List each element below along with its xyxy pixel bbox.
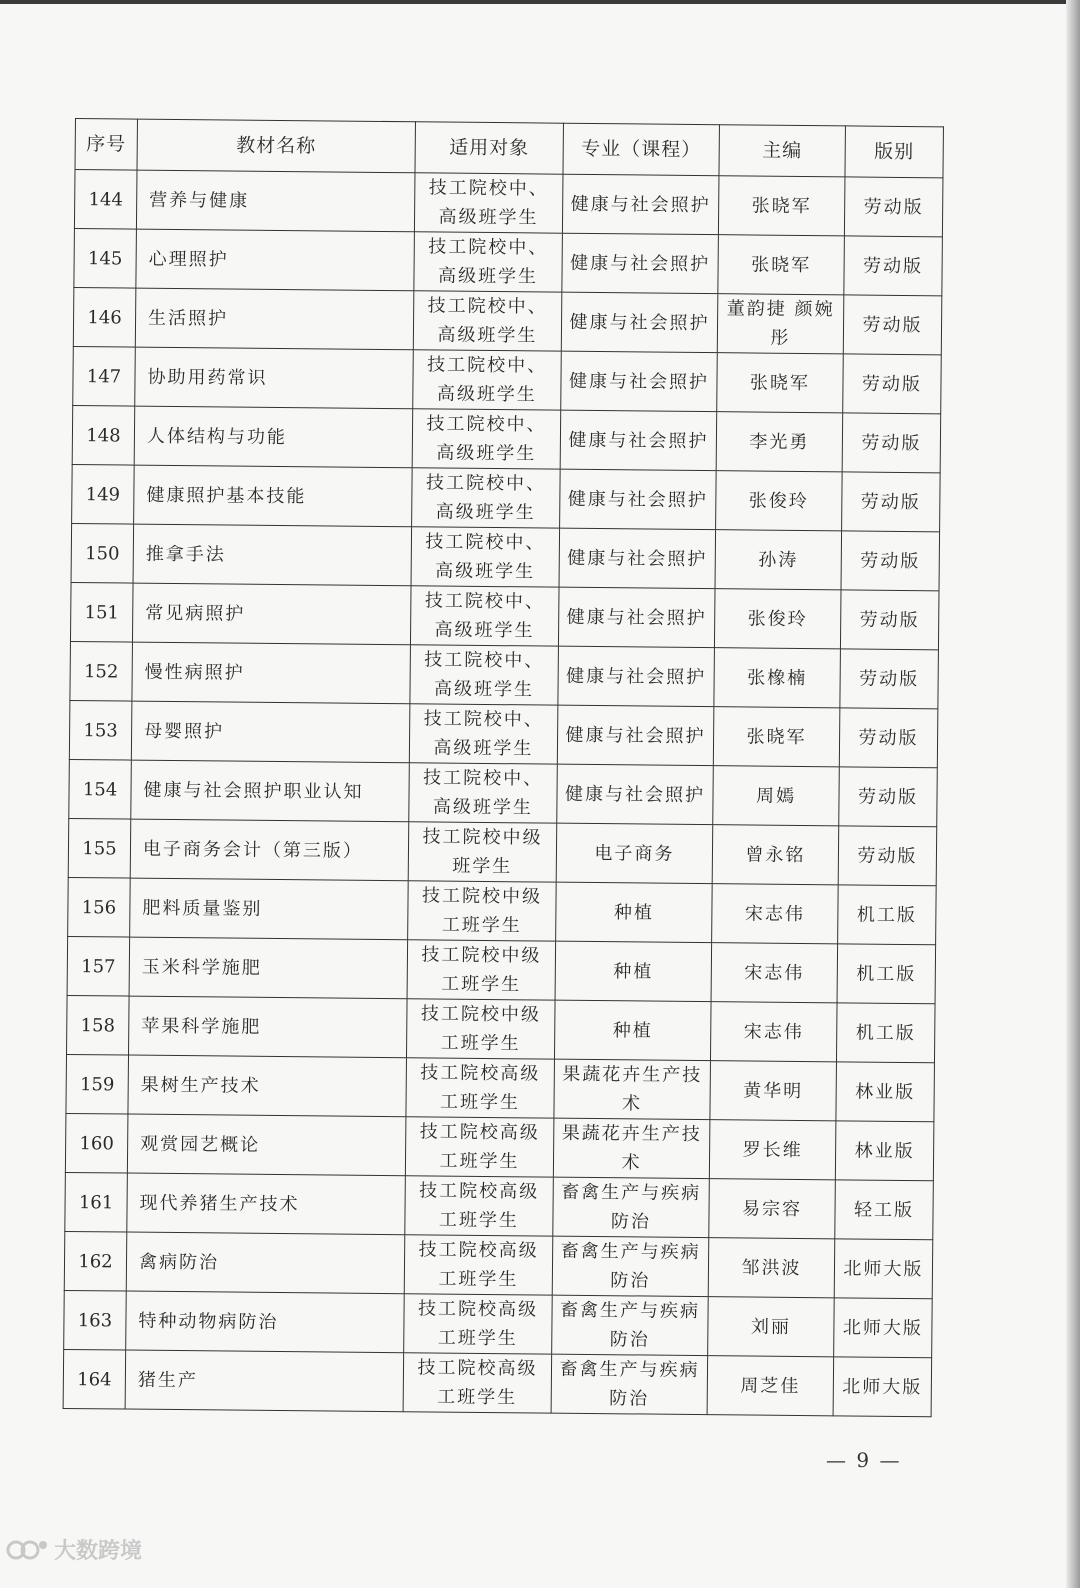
- header-edition: 版别: [845, 126, 943, 178]
- cell-major: 种植: [556, 882, 713, 942]
- cell-seq: 161: [65, 1172, 128, 1232]
- cell-edition: 劳动版: [839, 767, 938, 827]
- cell-target: 技工院校中级工班学生: [407, 940, 556, 1000]
- cell-name: 现代养猪生产技术: [127, 1173, 406, 1235]
- header-name: 教材名称: [137, 119, 415, 173]
- cell-editor: 张晓军: [718, 235, 845, 295]
- table-row: [71, 523, 940, 590]
- cell-name: 健康照护基本技能: [134, 465, 413, 527]
- cell-name: 生活照护: [135, 288, 414, 350]
- cell-edition: 劳动版: [844, 177, 943, 237]
- cell-editor: 张俊玲: [714, 589, 841, 649]
- cell-seq: 145: [74, 228, 137, 288]
- cell-target: 技工院校高级工班学生: [405, 1117, 554, 1177]
- cell-name: 观赏园艺概论: [127, 1114, 406, 1176]
- cell-seq: 154: [69, 759, 132, 819]
- header-target: 适用对象: [415, 122, 563, 174]
- cell-major: 种植: [555, 941, 712, 1001]
- cell-editor: 董韵捷 颜婉彤: [717, 294, 844, 354]
- cell-edition: 劳动版: [843, 354, 942, 414]
- cell-major: 健康与社会照护: [558, 587, 715, 647]
- cell-major: 健康与社会照护: [559, 528, 716, 588]
- cell-seq: 147: [73, 346, 136, 406]
- cell-edition: 机工版: [838, 885, 937, 945]
- cell-seq: 164: [63, 1349, 126, 1409]
- cell-major: 健康与社会照护: [561, 351, 718, 411]
- table-row: [65, 1172, 934, 1239]
- table-row: [67, 936, 936, 1003]
- cell-seq: 144: [74, 170, 137, 230]
- cell-editor: 宋志伟: [711, 943, 838, 1003]
- cell-name: 人体结构与功能: [134, 406, 413, 468]
- table-row: [70, 641, 939, 708]
- cell-major: 电子商务: [556, 823, 713, 883]
- cell-target: 技工院校高级工班学生: [404, 1235, 553, 1295]
- table-row: [65, 1113, 934, 1180]
- cell-editor: 张晓军: [713, 707, 840, 767]
- cell-edition: 机工版: [837, 944, 936, 1004]
- table-row: [64, 1231, 933, 1298]
- cell-seq: 151: [70, 582, 133, 642]
- cell-edition: 林业版: [835, 1121, 934, 1181]
- cell-name: 玉米科学施肥: [129, 937, 408, 999]
- cell-target: 技工院校中、高级班学生: [414, 232, 563, 292]
- cell-major: 果蔬花卉生产技术: [554, 1059, 711, 1119]
- cell-seq: 156: [68, 877, 131, 937]
- cell-edition: 劳动版: [844, 236, 943, 296]
- cell-edition: 劳动版: [841, 531, 940, 591]
- cell-edition: 北师大版: [833, 1357, 932, 1417]
- cell-name: 心理照护: [136, 229, 415, 291]
- cell-name: 肥料质量鉴别: [130, 878, 409, 940]
- cell-edition: 轻工版: [835, 1180, 934, 1240]
- table-row: [68, 877, 937, 944]
- cell-editor: 宋志伟: [712, 884, 839, 944]
- table-header-row: [75, 119, 943, 178]
- cell-target: 技工院校中、高级班学生: [413, 350, 562, 410]
- table-row: [73, 346, 942, 413]
- cell-edition: 劳动版: [838, 826, 937, 886]
- cell-name: 果树生产技术: [128, 1055, 407, 1117]
- cell-editor: 张俊玲: [716, 471, 843, 531]
- cell-edition: 林业版: [836, 1062, 935, 1122]
- cell-major: 果蔬花卉生产技术: [553, 1118, 710, 1178]
- cell-edition: 北师大版: [834, 1239, 933, 1299]
- cell-target: 技工院校中、高级班学生: [409, 704, 558, 764]
- cell-name: 母婴照护: [131, 701, 410, 763]
- cell-seq: 162: [64, 1231, 127, 1291]
- cell-edition: 机工版: [836, 1003, 935, 1063]
- cell-target: 技工院校中、高级班学生: [414, 173, 563, 233]
- cell-target: 技工院校中、高级班学生: [412, 468, 561, 528]
- cell-edition: 劳动版: [840, 590, 939, 650]
- textbook-table: [63, 118, 944, 1417]
- cell-target: 技工院校中、高级班学生: [409, 763, 558, 823]
- cell-seq: 159: [66, 1054, 129, 1114]
- cell-target: 技工院校中、高级班学生: [411, 527, 560, 587]
- cell-name: 常见病照护: [132, 583, 411, 645]
- cell-editor: 罗长维: [709, 1120, 836, 1180]
- table-row: [63, 1349, 932, 1416]
- cell-major: 健康与社会照护: [560, 410, 717, 470]
- cell-editor: 宋志伟: [710, 1002, 837, 1062]
- cell-major: 畜禽生产与疾病防治: [551, 1354, 708, 1414]
- cell-target: 技工院校高级工班学生: [403, 1353, 552, 1413]
- cell-edition: 劳动版: [842, 413, 941, 473]
- cell-editor: 邹洪波: [708, 1238, 835, 1298]
- cell-major: 种植: [554, 1000, 711, 1060]
- cell-target: 技工院校中、高级班学生: [412, 409, 561, 469]
- scan-right-edge: [1066, 0, 1080, 1588]
- table-row: [72, 405, 941, 472]
- cell-name: 电子商务会计（第三版）: [130, 819, 409, 881]
- cell-editor: 张橡楠: [714, 648, 841, 708]
- cell-major: 健康与社会照护: [562, 233, 719, 293]
- cell-editor: 张晓军: [717, 353, 844, 413]
- cell-major: 畜禽生产与疾病防治: [552, 1295, 709, 1355]
- cell-target: 技工院校中、高级班学生: [410, 586, 559, 646]
- cell-major: 健康与社会照护: [561, 292, 718, 352]
- cell-editor: 曾永铭: [712, 825, 839, 885]
- cell-major: 畜禽生产与疾病防治: [553, 1177, 710, 1237]
- cell-edition: 劳动版: [840, 649, 939, 709]
- cell-editor: 孙涛: [715, 530, 842, 590]
- table-row: [64, 1290, 933, 1357]
- cell-editor: 李光勇: [716, 412, 843, 472]
- table-body: [63, 170, 943, 1417]
- cell-name: 健康与社会照护职业认知: [131, 760, 410, 822]
- cell-seq: 146: [73, 287, 136, 347]
- table-row: [72, 464, 941, 531]
- cell-edition: 北师大版: [834, 1298, 933, 1358]
- cell-seq: 158: [67, 995, 130, 1055]
- cell-seq: 150: [71, 523, 134, 583]
- cell-target: 技工院校中级班学生: [408, 822, 557, 882]
- cell-target: 技工院校高级工班学生: [405, 1176, 554, 1236]
- cell-seq: 163: [64, 1290, 127, 1350]
- cell-seq: 157: [67, 936, 130, 996]
- cell-seq: 160: [65, 1113, 128, 1173]
- header-seq: 序号: [75, 119, 137, 171]
- cell-name: 猪生产: [125, 1350, 404, 1412]
- cell-seq: 148: [72, 405, 135, 465]
- cell-target: 技工院校高级工班学生: [404, 1294, 553, 1354]
- page-number: — 9 —: [826, 1448, 902, 1472]
- cell-edition: 劳动版: [843, 295, 942, 355]
- table-row: [69, 759, 938, 826]
- cell-major: 健康与社会照护: [558, 646, 715, 706]
- cell-edition: 劳动版: [839, 708, 938, 768]
- cell-name: 慢性病照护: [132, 642, 411, 704]
- cell-name: 苹果科学施肥: [129, 996, 408, 1058]
- logo-icon: [6, 1537, 50, 1563]
- cell-editor: 周芝佳: [707, 1356, 834, 1416]
- cell-target: 技工院校中级工班学生: [406, 999, 555, 1059]
- cell-edition: 劳动版: [842, 472, 941, 532]
- table-row: [69, 700, 938, 767]
- cell-major: 健康与社会照护: [562, 174, 719, 234]
- cell-name: 禽病防治: [126, 1232, 405, 1294]
- scan-top-edge: [0, 0, 1080, 4]
- cell-major: 健康与社会照护: [557, 764, 714, 824]
- cell-major: 健康与社会照护: [557, 705, 714, 765]
- header-major: 专业（课程）: [563, 123, 719, 175]
- table-row: [73, 287, 942, 354]
- cell-target: 技工院校高级工班学生: [406, 1058, 555, 1118]
- cell-name: 营养与健康: [136, 170, 415, 232]
- textbook-table-wrapper: [63, 118, 943, 1417]
- cell-name: 特种动物病防治: [126, 1291, 405, 1353]
- cell-target: 技工院校中、高级班学生: [413, 291, 562, 351]
- cell-major: 健康与社会照护: [560, 469, 717, 529]
- cell-name: 协助用药常识: [135, 347, 414, 409]
- cell-seq: 155: [68, 818, 131, 878]
- cell-major: 畜禽生产与疾病防治: [552, 1236, 709, 1296]
- cell-editor: 张晓军: [718, 176, 845, 236]
- cell-name: 推拿手法: [133, 524, 412, 586]
- watermark-text: 大数跨境: [54, 1539, 143, 1564]
- table-row: [74, 170, 943, 237]
- cell-target: 技工院校中、高级班学生: [410, 645, 559, 705]
- table-row: [74, 228, 943, 295]
- cell-editor: 黄华明: [710, 1061, 837, 1121]
- cell-editor: 易宗容: [709, 1179, 836, 1239]
- table-row: [68, 818, 937, 885]
- table-row: [66, 1054, 935, 1121]
- header-editor: 主编: [719, 125, 845, 177]
- cell-target: 技工院校中级工班学生: [408, 881, 557, 941]
- cell-seq: 152: [70, 641, 133, 701]
- table-row: [67, 995, 936, 1062]
- cell-seq: 149: [72, 464, 135, 524]
- cell-editor: 周嫣: [713, 766, 840, 826]
- cell-seq: 153: [69, 700, 132, 760]
- watermark: [6, 1534, 142, 1565]
- cell-editor: 刘丽: [708, 1297, 835, 1357]
- table-row: [70, 582, 939, 649]
